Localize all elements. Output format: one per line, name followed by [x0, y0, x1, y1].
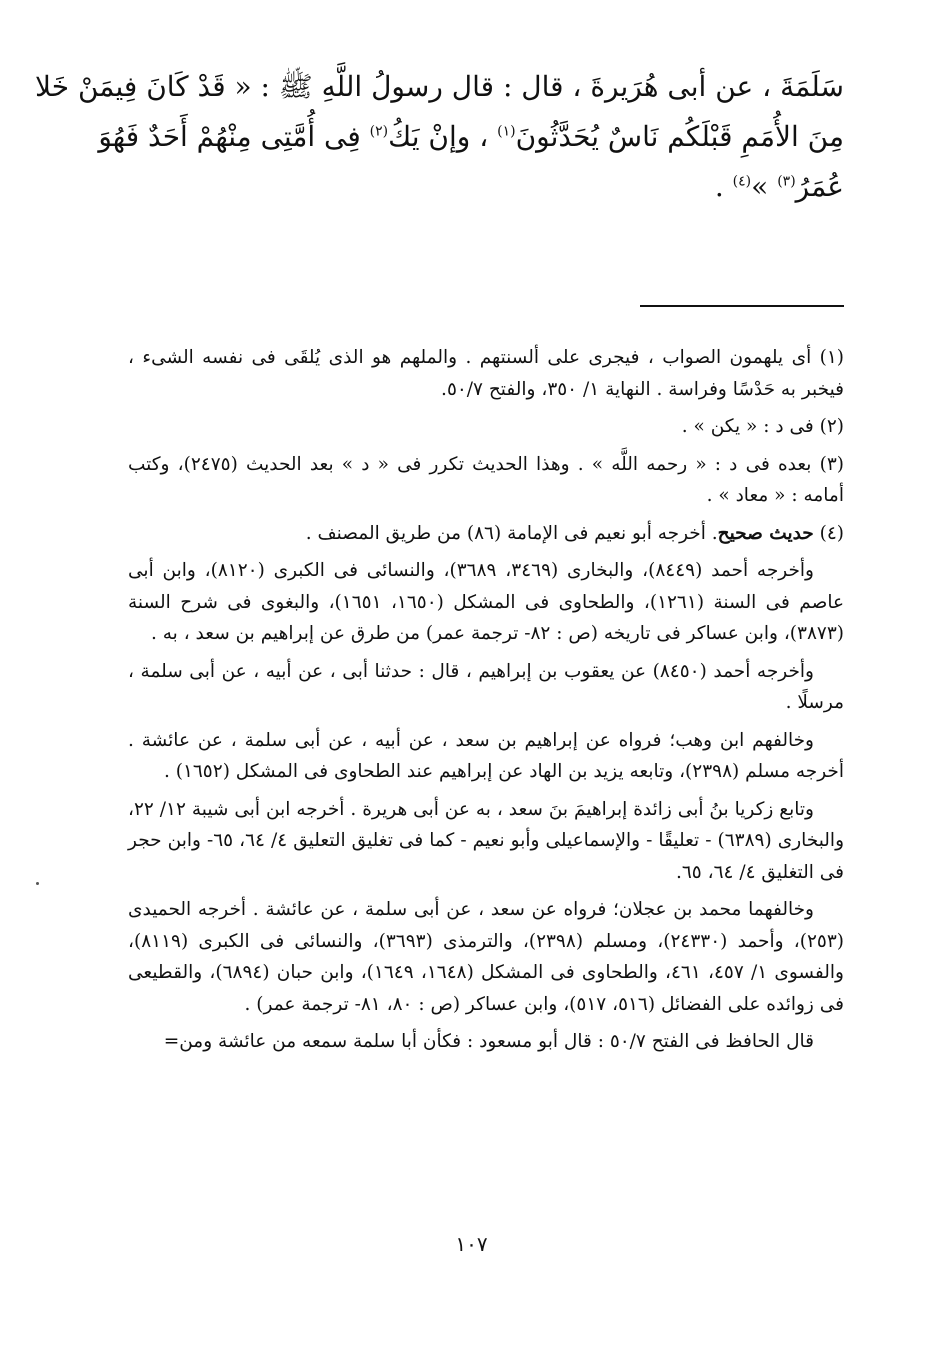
footnotes	[128, 342, 844, 1058]
footnote-4	[128, 518, 844, 550]
footnote-4-paragraph-3: وخالفهم ابن وهب؛ فرواه عن إبراهيم بن سعد ، عن أبيه ، عن أبى سلمة ، عن عائشة . أخرجه مسلم (٢٣٩٨)، وتابعه يزيد بن الهاد عن إبراهيم عند الطحاوى فى المشكل (١٦٥٢) .	[128, 729, 844, 782]
main-hadith-text	[35, 62, 844, 212]
footnote-4-text: . أخرجه أبو نعيم فى الإمامة (٨٦) من طريق المصنف .	[305, 522, 718, 544]
footnote-4-paragraph-1: وأخرجه أحمد (٨٤٤٩)، والبخارى (٣٤٦٩، ٣٦٨٩)، والنسائى فى الكبرى (٨١٢٠)، وابن أبى عاصم فى السنة (١٢٦١)، والطحاوى فى المشكل (١٦٥٠، ١٦٥١)، والبغوى فى شرح السنة (٣٨٧٣)، وابن عساكر فى تاريخه (ص : ٨٢- ترجمة عمر) من طرق عن إبراهيم بن سعد ، به .	[128, 560, 844, 644]
main-line-2-part-b: ، وإنْ يَكُ	[388, 120, 489, 153]
main-line-2-part-c: فِى أُمَّتِى مِنْهُمْ أَحَدٌ فَهُوَ	[98, 120, 361, 153]
footnote-2: (٢) فى د : « يكن » .	[681, 416, 844, 437]
main-line-1-text: سَلَمَةَ ، عن أبى هُرَيرةَ ، قال : قال رسولُ اللَّهِ ﷺ : « قَدْ كَانَ فِيمَنْ خَلا	[35, 70, 844, 103]
footnote-3: (٣) بعده فى د : « رحمه اللَّه » . وهذا الحديث تكرر فى « د » بعد الحديث (٢٤٧٥)، وكتب أمامه : « معاد » .	[128, 453, 844, 506]
footnote-4-paragraph-4: وتابع زكريا بنُ أبى زائدة إبراهيمَ بنَ سعد ، به عن أبى هريرة . أخرجه ابن أبى شيبة ١٢/ ٢٢، والبخارى (٦٣٨٩) - تعليقًا - والإسماعيلى وأبو نعيم - كما فى تغليق التعليق ٤/ ٦٤، ٦٥- وابن حجر فى التغليق ٤/ ٦٤، ٦٥.	[128, 798, 845, 883]
main-line-2	[98, 112, 844, 162]
footnote-ref-3[interactable]: (٣)	[777, 173, 796, 190]
scan-speck	[36, 882, 39, 885]
main-line-2-part-a: مِنَ الأُمَمِ قَبْلَكُم نَاسٌ يُحَدَّثُونَ	[515, 120, 844, 153]
main-line-1	[35, 62, 844, 112]
footnote-ref-2[interactable]: (٢)	[369, 123, 389, 140]
page-body	[35, 62, 845, 1292]
main-line-3-part-c: .	[714, 170, 724, 203]
footnote-ref-1[interactable]: (١)	[497, 123, 516, 140]
footnote-4-paragraph-2: وأخرجه أحمد (٨٤٥٠) عن يعقوب بن إبراهيم ، قال : حدثنا أبى ، عن أبيه ، عن أبى سلمة ، مرسلًا .	[128, 660, 844, 713]
footnote-4-paragraph-5: وخالفهما محمد بن عجلان؛ فرواه عن سعد ، عن أبى سلمة ، عن عائشة . أخرجه الحميدى (٢٥٣)، وأحمد (٢٤٣٣٠)، ومسلم (٢٣٩٨)، والترمذى (٣٦٩٣)، والنسائى فى الكبرى (٨١١٩)، والفسوى ١/ ٤٥٧، ٤٦١، والطحاوى فى المشكل (١٦٤٨، ١٦٤٩)، وابن حبان (٦٨٩٤)، والقطيعى فى زوائده على الفضائل (٥١٦، ٥١٧)، وابن عساكر (ص : ٨٠، ٨١- ترجمة عمر) .	[128, 899, 844, 1015]
footnote-1: (١) أى يلهمون الصواب ، فيجرى على ألسنتهم . والملهم هو الذى يُلقَى فى نفسه الشىء ، فيخبر به حَدْسًا وفراسة . النهاية ١/ ٣٥٠، والفتح ٥٠/٧.	[128, 347, 844, 400]
footnote-4-label: (٤)	[819, 522, 844, 544]
footnote-separator	[640, 305, 844, 307]
main-line-3-part-b: »	[751, 170, 769, 203]
footnote-4-grade: حديث صحيح	[717, 522, 814, 544]
footnote-ref-4[interactable]: (٤)	[732, 173, 752, 190]
footnote-4-paragraph-6: قال الحافظ فى الفتح ٥٠/٧ : قال أبو مسعود : فكأن أبا سلمة سمعه من عائشة ومن=	[163, 1031, 814, 1052]
page-number: ١٠٧	[455, 1232, 488, 1256]
main-line-3	[128, 162, 844, 212]
main-line-3-part-a: عُمَرُ	[795, 170, 844, 203]
